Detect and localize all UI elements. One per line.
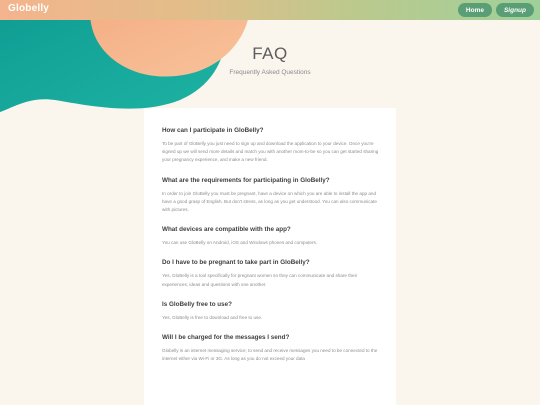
- page-subtitle: Frequently Asked Questions: [229, 69, 311, 76]
- faq-item: [162, 127, 379, 165]
- faq-answer: To be part of GloBelly you just need to sign up and download the application to your device. Once you're signed up we will send more details and match you with another mom-to-be so you can get started sharing your pregnancy experience, and make a new friend.: [162, 141, 379, 163]
- faq-item: [162, 226, 379, 247]
- faq-question: What are the requirements for participating in GloBelly?: [162, 176, 330, 184]
- faq-item: [162, 177, 379, 215]
- faq-answer: Yes, GloBelly is free to download and free to use.: [162, 314, 263, 320]
- faq-question: How can I participate in GloBelly?: [162, 127, 264, 134]
- faq-item: [162, 259, 379, 288]
- signup-button[interactable]: Signup: [496, 3, 534, 17]
- hero-section: [0, 44, 540, 76]
- faq-answer: You can use GloBelly on Android, iOS and Windows phones and computers.: [162, 240, 318, 246]
- faq-answer: Globelly is an internet messaging service; to send and receive messages you need to be connected to the internet either via Wi-Fi or 3G. As long as you do not exceed your data: [162, 348, 378, 362]
- faq-question: What devices are compatible with the app?: [162, 226, 291, 234]
- faq-answer: Yes, GloBelly is a tool specifically for pregnant women so they can communicate and share their experiences, ideas and questions with one another.: [162, 273, 358, 287]
- top-navigation-bar: [0, 0, 540, 20]
- faq-card: [144, 108, 396, 405]
- faq-question: Will I be charged for the messages I send?: [162, 334, 290, 342]
- faq-question: Do I have to be pregnant to take part in GloBelly?: [162, 259, 310, 267]
- faq-item: [162, 301, 379, 322]
- home-button[interactable]: Home: [458, 3, 492, 17]
- faq-answer: In order to join GloBelly you must be pregnant, have a device on which you are able to install the app and have a good grasp of English. But don't stress, as long as you get understood. You can also communicate with pictures.: [162, 190, 377, 213]
- nav-buttons: [458, 3, 534, 17]
- site-logo[interactable]: Globelly: [8, 3, 50, 14]
- page-title: FAQ: [252, 44, 288, 63]
- faq-question: Is GloBelly free to use?: [162, 300, 232, 308]
- faq-item: [162, 334, 379, 363]
